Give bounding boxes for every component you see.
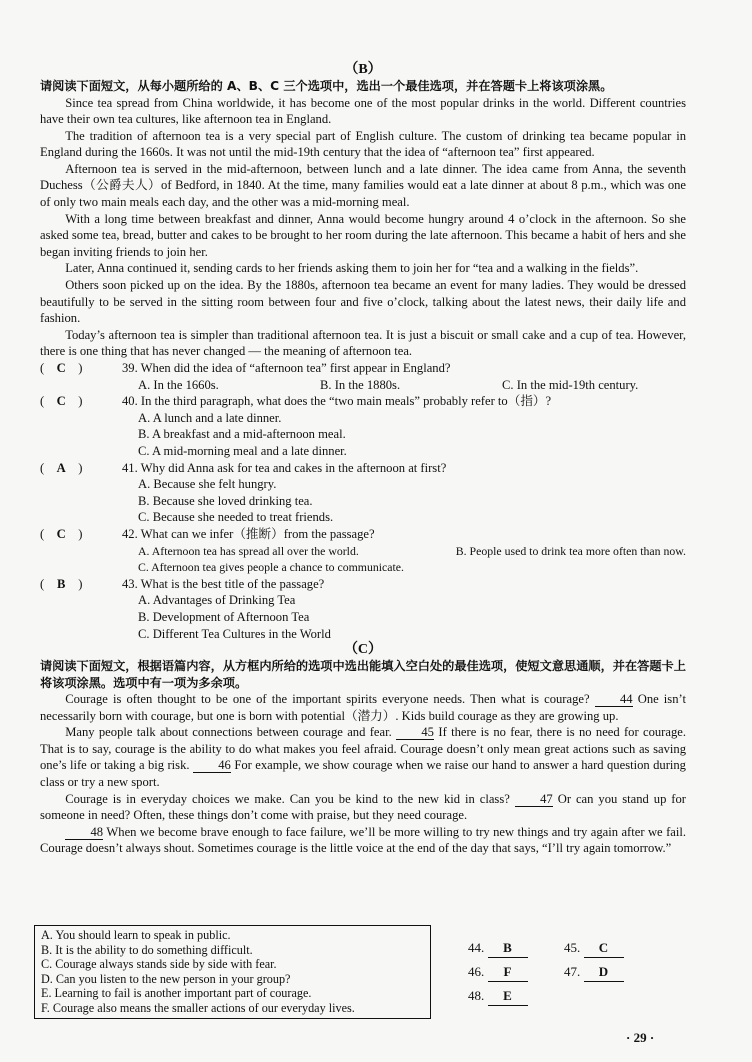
answer-letter: C — [56, 394, 66, 409]
option-b[interactable]: B. People used to drink tea more often than now. — [455, 543, 686, 558]
option-a[interactable]: A. Afternoon tea has spread all over the world. — [138, 543, 359, 558]
answer-bracket: ( A ) — [40, 460, 83, 475]
option-a[interactable]: A. In the 1660s. — [138, 377, 219, 392]
question-stem: 43. What is the best title of the passage? — [122, 576, 325, 591]
answer-44-value[interactable]: B — [488, 940, 528, 958]
option-c[interactable]: C. Afternoon tea gives people a chance to communicate. — [138, 560, 404, 575]
passage-b-paragraph: Others soon picked up on the idea. By the 1880s, afternoon tea became an event for many ladies. They would be dressed beautifully to be served in the sitting room between four and five o’clock, talking about the latest news, their daily life and fashion. — [40, 278, 686, 326]
question-stem: 40. In the third paragraph, what does the “two main meals” probably refer to（指）? — [122, 394, 552, 409]
option-c[interactable]: C. Because she needed to treat friends. — [138, 510, 334, 525]
blank-48[interactable]: 48 — [65, 825, 103, 840]
answer-46: 46. F — [468, 964, 564, 988]
answer-bracket: ( C ) — [40, 526, 83, 541]
blank-45[interactable]: 45 — [396, 725, 434, 740]
passage-b-paragraph: Afternoon tea is served in the mid-afternoon, between lunch and a late dinner. The idea came from Anna, the seventh Duchess（公爵夫人）of Bedford, in 1840. At the time, many families would eat a late dinner at about 8 p.m., which was one of only two main meals each day, and the other was a mid-morning meal. — [40, 161, 686, 210]
option-c[interactable]: C. In the mid-19th century. — [502, 377, 639, 392]
question-stem: 41. Why did Anna ask for tea and cakes in the afternoon at first? — [122, 460, 447, 475]
option-a[interactable]: A. Because she felt hungry. — [138, 477, 277, 492]
answer-grid — [468, 940, 668, 1012]
option-a[interactable]: A. Advantages of Drinking Tea — [138, 593, 296, 608]
question-stem: 39. When did the idea of “afternoon tea” first appear in England? — [122, 361, 451, 375]
passage-c-paragraph: Courage is often thought to be one of the important spirits everyone needs. Then what is courage? 44 One isn’t necessarily born with courage, but one is born with potential（潜力）. Kids build courage as they are growing up. — [40, 692, 686, 723]
section-b-title: （B） — [344, 62, 382, 77]
passage-b-paragraph: With a long time between breakfast and dinner, Anna would become hungry around 4 o’clock in the afternoon. So she asked some tea, bread, butter and cakes to be brought to her room during the late afternoon. This became a habit of hers and she began inviting friends to join her. — [40, 211, 686, 259]
passage-b-paragraph: Today’s afternoon tea is simpler than traditional afternoon tea. It is just a biscuit or small cake and a cup of tea. However, there is one thing that has never changed — the meaning of afternoon tea. — [40, 327, 686, 359]
question-43 — [40, 576, 686, 642]
answer-44: 44. B — [468, 940, 564, 964]
section-b-instruction: 请阅读下面短文，从每小题所给的 A、B、C 三个选项中，选出一个最佳选项，并在答题卡上将该项涂黑。 — [40, 79, 613, 93]
answer-48-value[interactable]: E — [488, 988, 528, 1006]
answer-bracket: ( B ) — [40, 576, 83, 591]
option-b[interactable]: B. Development of Afternoon Tea — [138, 609, 310, 624]
question-42 — [40, 526, 686, 576]
section-c-instruction: 请阅读下面短文，根据语篇内容，从方框内所给的选项中选出能填入空白处的最佳选项，使短文意思通顺，并在答题卡上将该项涂黑。选项中有一项为多余项。 — [40, 659, 686, 690]
answer-bracket: ( C ) — [40, 361, 83, 375]
options-box — [34, 925, 431, 1019]
option-a[interactable]: A. A lunch and a late dinner. — [138, 410, 282, 425]
box-option-b: B. It is the ability to do something difficult. — [41, 942, 253, 957]
option-c[interactable]: C. Different Tea Cultures in the World — [138, 626, 331, 641]
worksheet-page — [40, 62, 686, 857]
section-c-title: （C） — [343, 642, 383, 658]
answer-45: 45. C — [564, 940, 660, 964]
question-stem: 42. What can we infer（推断）from the passage? — [122, 526, 375, 541]
answer-47-value[interactable]: D — [584, 964, 624, 982]
question-39 — [40, 360, 686, 393]
option-b[interactable]: B. In the 1880s. — [320, 377, 401, 392]
answer-48: 48. E — [468, 988, 564, 1012]
box-option-e: E. Learning to fail is another important part of courage. — [41, 986, 312, 1001]
passage-c-paragraph: 48 When we become brave enough to face failure, we’ll be more willing to try new things and try again after we fail. Courage doesn’t always shout. Sometimes courage is the little voice at the end of the day that says, “I’ll try again tomorrow.” — [40, 824, 686, 856]
box-option-a: A. You should learn to speak in public. — [41, 928, 231, 942]
passage-b-paragraph: Since tea spread from China worldwide, it has become one of the most popular drinks in the world. Different countries have their own tea cultures, like afternoon tea in England. — [40, 95, 686, 127]
blank-44[interactable]: 44 — [595, 692, 633, 707]
question-40 — [40, 393, 686, 459]
blank-47[interactable]: 47 — [515, 792, 553, 807]
page-number: · 29 · — [626, 1030, 655, 1045]
box-option-c: C. Courage always stands side by side with fear. — [41, 957, 277, 972]
passage-b-paragraph: The tradition of afternoon tea is a very special part of English culture. The custom of drinking tea became popular in England during the 1660s. It was not until the mid-19th century that the idea of “afternoon tea” first appeared. — [40, 128, 686, 160]
question-41 — [40, 460, 686, 526]
option-a-b[interactable] — [138, 543, 686, 560]
passage-b-paragraph: Later, Anna continued it, sending cards to her friends asking them to join her for “tea and a walking in the fields”. — [65, 261, 639, 276]
option-b[interactable]: B. Because she loved drinking tea. — [138, 493, 313, 508]
answer-letter: A — [56, 460, 66, 475]
answer-bracket: ( C ) — [40, 394, 83, 409]
option-c[interactable]: C. A mid-morning meal and a late dinner. — [138, 443, 347, 458]
answer-45-value[interactable]: C — [584, 940, 624, 958]
passage-c-paragraph: Many people talk about connections between courage and fear. 45 If there is no fear, there is no need for courage. That is to say, courage is the ability to do what makes you feel afraid. Courage doesn’t only mean great actions such as saving one’s life or taking a big risk. 46 For example, we show courage when we raise our hand to answer a hard question during class or try a new sport. — [40, 725, 687, 790]
answer-47: 47. D — [564, 964, 660, 988]
answer-letter: C — [56, 361, 66, 375]
passage-c-paragraph: Courage is in everyday choices we make. Can you be kind to the new kid in class? 47 Or can you stand up for someone in need? Often, these things don’t come with praise, but they need courage. — [40, 791, 686, 823]
box-option-d: D. Can you listen to the new person in your group? — [41, 971, 291, 986]
blank-46[interactable]: 46 — [193, 758, 231, 773]
box-option-f: F. Courage also means the smaller actions of our everyday lives. — [41, 1000, 355, 1015]
answer-46-value[interactable]: F — [488, 964, 528, 982]
answer-letter: C — [56, 526, 66, 541]
answer-letter: B — [57, 576, 66, 591]
option-b[interactable]: B. A breakfast and a mid-afternoon meal. — [138, 427, 346, 442]
